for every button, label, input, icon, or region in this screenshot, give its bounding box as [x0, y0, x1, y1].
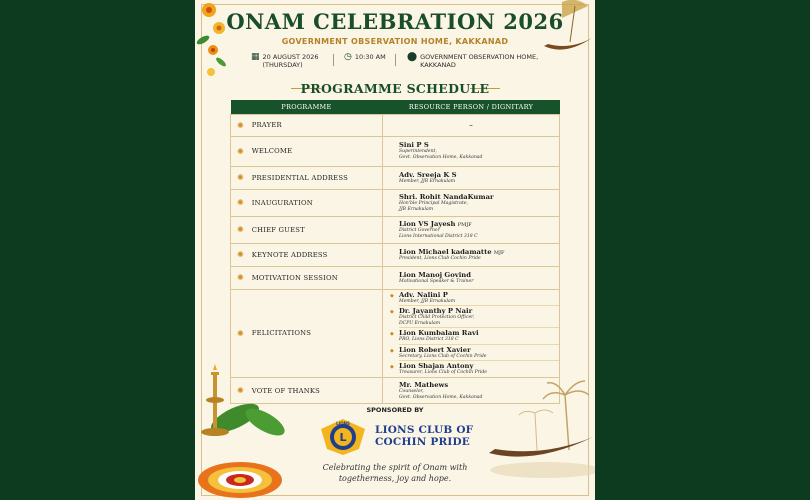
person-role: Hon'ble Principal Magistrate, — [399, 200, 468, 206]
event-title: ONAM CELEBRATION 2026 — [226, 9, 564, 34]
table-row — [231, 114, 560, 136]
table-row — [231, 216, 560, 243]
table-row — [231, 243, 560, 266]
person-name: Lion Robert Xavier — [399, 345, 471, 354]
column-header-resource: RESOURCE PERSON / DIGNITARY — [383, 100, 560, 114]
time-info — [344, 53, 386, 62]
person-role: District Child Protection Officer, — [399, 315, 475, 321]
club-name-line: LIONS CLUB OF — [375, 424, 474, 436]
person-name: Lion VS Jayesh — [399, 219, 456, 228]
person-role: Govt. Observation Home, Kakkanad — [399, 155, 483, 160]
flower-icon: ✺ — [237, 146, 244, 156]
sponsor-club-name — [375, 424, 473, 448]
programme-label: CHIEF GUEST — [251, 225, 305, 234]
programme-label: MOTIVATION SESSION — [251, 273, 338, 282]
bullet-icon: ◆ — [390, 364, 394, 371]
flower-icon: ✺ — [237, 250, 244, 259]
divider — [395, 54, 396, 66]
table-row — [231, 166, 560, 189]
flower-icon: ✺ — [237, 273, 244, 282]
list-item — [390, 290, 559, 307]
divider — [333, 54, 334, 66]
flower-icon: ✺ — [237, 198, 244, 207]
person-name: Mr. Mathews — [399, 380, 449, 389]
person-role: Member, JJB Ernakulam — [399, 178, 456, 184]
person-name: Adv. Sreeja K S — [399, 170, 457, 179]
person-role: Secretary, Lions Club of Cochin Pride — [399, 353, 487, 359]
event-info-bar — [251, 53, 551, 73]
person-role: Superintendent, — [399, 149, 437, 155]
list-item — [390, 328, 559, 345]
location-pin-icon: ⬤ — [407, 52, 418, 62]
person-name: Lion Kumbalam Ravi — [399, 329, 479, 338]
flower-icon: ✺ — [237, 386, 244, 396]
person-role: Motivational Speaker & Trainer — [399, 278, 474, 284]
person-role: JJB Ernakulam — [399, 206, 434, 212]
programme-label: PRAYER — [251, 121, 282, 129]
honor-suffix: PMJF — [457, 221, 472, 228]
person-role: PRO, Lions District 318 C — [399, 337, 459, 343]
bullet-icon: ◆ — [390, 292, 394, 299]
list-item — [390, 306, 559, 328]
person-name: Lion Michael kadamatte — [399, 247, 492, 256]
programme-label: PRESIDENTIAL ADDRESS — [251, 173, 348, 182]
programme-label: VOTE OF THANKS — [251, 386, 321, 395]
date-info — [251, 53, 319, 69]
programme-label: KEYNOTE ADDRESS — [251, 250, 328, 259]
person-name: Adv. Nalini P — [399, 290, 448, 299]
logo-text: LIONS — [336, 421, 350, 426]
bullet-icon: ◆ — [390, 331, 394, 338]
person-role: District Governor — [399, 227, 440, 233]
table-row — [231, 189, 560, 216]
table-header-row — [231, 100, 560, 114]
flower-icon: ✺ — [237, 173, 244, 182]
date-line: 20 AUGUST 2026 — [262, 53, 319, 61]
sponsored-by-label: SPONSORED BY — [366, 406, 424, 414]
club-name-line: COCHIN PRIDE — [375, 436, 470, 448]
lions-club-logo — [319, 417, 367, 457]
person-role: Lions International District 318 C — [399, 233, 478, 239]
tagline-line: Celebrating the spirit of Onam with — [322, 463, 468, 472]
event-subtitle: GOVERNMENT OBSERVATION HOME, KAKKANAD — [281, 37, 509, 46]
person-role: Counselor, — [399, 388, 424, 394]
svg-text:L: L — [339, 431, 347, 444]
day-line: (THURSDAY) — [262, 61, 303, 69]
schedule-title: PROGRAMME SCHEDULE — [300, 81, 490, 96]
person-role: President, Lions Club Cochin Pride — [399, 255, 481, 261]
programme-label: WELCOME — [251, 147, 293, 155]
person-name: Lion Shajan Antony — [399, 362, 474, 371]
empty-dash: – — [469, 121, 473, 129]
honor-suffix: MJF — [493, 249, 505, 256]
flower-icon: ✺ — [237, 328, 244, 338]
clock-icon: ◷ — [344, 52, 352, 62]
bullet-icon: ◆ — [390, 309, 394, 316]
onam-poster — [195, 0, 595, 500]
person-name: Sini P S — [399, 141, 429, 150]
table-row — [231, 136, 560, 166]
schedule-table — [230, 100, 560, 404]
person-name: Dr. Jayanthy P Nair — [399, 307, 473, 316]
person-name: Lion Manoj Govind — [399, 270, 471, 279]
list-item — [390, 345, 559, 362]
programme-label: INAUGURATION — [251, 198, 313, 207]
programme-label: FELICITATIONS — [251, 329, 312, 338]
tagline — [195, 462, 595, 484]
bullet-icon: ◆ — [390, 347, 394, 354]
person-role: Govt. Observation Home, Kakkanad — [399, 394, 483, 400]
person-name: Shri. Rohit NandaKumar — [399, 192, 494, 201]
column-header-programme: PROGRAMME — [231, 100, 383, 114]
flower-icon: ✺ — [237, 225, 244, 234]
flower-icon: ✺ — [237, 120, 244, 130]
person-role: DCPU Ernakulam — [399, 320, 441, 326]
person-role: Treasurer, Lions Club of Cochin Pride — [399, 370, 488, 376]
person-role: Member, JJB Ernakulam — [399, 298, 456, 304]
tagline-line: togetherness, joy and hope. — [338, 474, 452, 483]
venue-line: GOVERNMENT OBSERVATION HOME, — [420, 53, 539, 61]
venue-info — [407, 53, 538, 69]
time-text: 10:30 AM — [354, 53, 386, 61]
venue-line: KAKKANAD — [420, 61, 456, 69]
calendar-icon: ▦ — [251, 52, 260, 62]
table-row — [231, 266, 560, 289]
